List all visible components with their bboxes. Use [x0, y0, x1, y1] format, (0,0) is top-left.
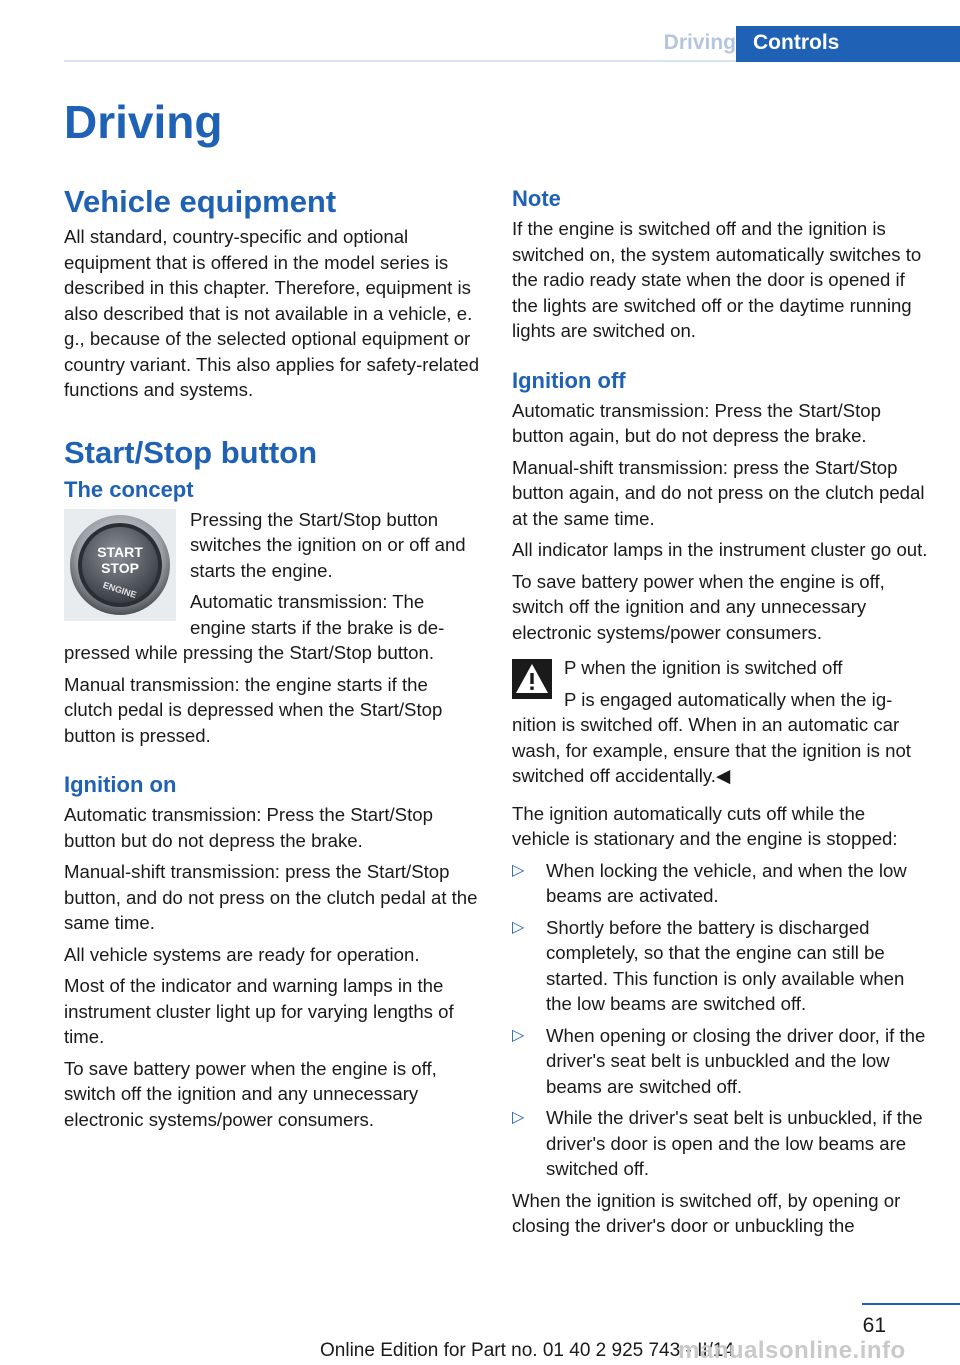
header-section-tab[interactable]: Driving: [663, 31, 736, 54]
engine-label: ENGINE: [101, 579, 138, 600]
ignition-off-p4: To save battery power when the engine is off, switch off the ignition and any unnecessary electronic systems/power consumers.: [512, 570, 885, 643]
list-item: ▷ Shortly before the battery is discharged completely, so that the engine can still be started. This function is only available when the low beams are switched off.: [512, 916, 905, 1014]
ignition-on-p5: To save battery power when the engine is off, switch off the ignition and any unnecessary electronic systems/power consumers.: [64, 1057, 437, 1130]
watermark: manualsonline.info: [678, 1337, 906, 1364]
note-text: If the engine is switched off and the ignition is switched on, the system automatically switches to the radio ready state when the door is opened if the lights are switched off or the daytime running lights are switched on.: [512, 218, 922, 341]
stop-label: STOP: [101, 559, 139, 576]
ignition-on-p4: Most of the indicator and warning lamps in the instrument cluster light up for varying lengths of time.: [64, 975, 454, 1047]
start-label: START: [97, 543, 143, 560]
page-title: Driving: [64, 96, 223, 148]
warning-text: P is engaged automatically when the ignition is switched off. When in an automatic car wash, for example, ensure that the ignition is not switched off accidentally.◀: [512, 688, 911, 786]
concept-p3: Manual transmission: the engine starts if the clutch pedal is depressed when the Start/Stop button is pressed.: [64, 673, 443, 746]
header-chapter-tab[interactable]: Controls: [736, 26, 960, 62]
ignition-off-p1: Automatic transmission: Press the Start/Stop button again, but do not depress the brake.: [512, 399, 881, 446]
ignition-off-p3: All indicator lamps in the instrument cluster go out.: [512, 539, 928, 560]
warning-block: [512, 655, 928, 789]
auto-off-outro: When the ignition is switched off, by opening or closing the driver's door or unbuckling the: [512, 1189, 901, 1236]
vehicle-equipment-heading: Vehicle equipment: [64, 184, 337, 219]
auto-off-list: [512, 858, 928, 1182]
ignition-off-heading: Ignition off: [512, 367, 626, 393]
warning-triangle-icon: [512, 659, 552, 699]
warning-title: P when the ignition is switched off: [564, 657, 843, 678]
vehicle-equipment-text: All standard, country-specific and optional equipment that is offered in the model series is described in this chapter. Therefore, equipment is also described that is not available in a vehicle, e. g., because of the selected optional equipment or country variant. This also applies for safety-related functions and systems.: [64, 226, 480, 400]
left-column: [64, 182, 480, 1138]
list-item: ▷ While the driver's seat belt is unbuckled, if the driver's door is open and the low beams are switched off.: [512, 1107, 923, 1179]
concept-p2: Automatic transmission: The engine starts if the brake is depressed while pressing the Start/Stop button.: [64, 591, 445, 663]
triangle-bullet-icon: ▷: [512, 918, 525, 936]
ignition-on-p2: Manual-shift transmission: press the Start/Stop button, and do not press on the clutch pedal at the same time.: [64, 861, 478, 933]
ignition-on-p3: All vehicle systems are ready for operation.: [64, 943, 420, 965]
concept-p1: Pressing the Start/Stop button switches the ignition on or off and starts the engine.: [190, 508, 466, 581]
triangle-bullet-icon: ▷: [512, 1026, 525, 1044]
page-number: 61: [862, 1314, 886, 1337]
start-stop-heading: Start/Stop button: [64, 434, 318, 470]
note-heading: Note: [512, 186, 561, 211]
list-item: ▷ When locking the vehicle, and when the low beams are activated.: [512, 859, 907, 906]
auto-off-intro: The ignition automatically cuts off while the vehicle is stationary and the engine is stopped:: [512, 802, 898, 849]
triangle-bullet-icon: ▷: [512, 861, 525, 879]
start-stop-button-image: [64, 509, 176, 621]
list-item: ▷ When opening or closing the driver door, if the driver's seat belt is unbuckled and the low beams are switched off.: [512, 1024, 926, 1097]
ignition-off-p2: Manual-shift transmission: press the Start/Stop button again, and do not press on the clutch pedal at the same time.: [512, 456, 925, 529]
ignition-on-p1: Automatic transmission: Press the Start/Stop button but do not depress the brake.: [64, 804, 433, 851]
edition-note: Online Edition for Part no. 01 40 2 925 743 - II/14: [320, 1340, 735, 1361]
concept-heading: The concept: [64, 476, 194, 502]
ignition-on-heading: Ignition on: [64, 772, 177, 797]
footer-rule: [862, 1303, 960, 1305]
right-column: [512, 184, 928, 1245]
triangle-bullet-icon: ▷: [512, 1109, 525, 1126]
